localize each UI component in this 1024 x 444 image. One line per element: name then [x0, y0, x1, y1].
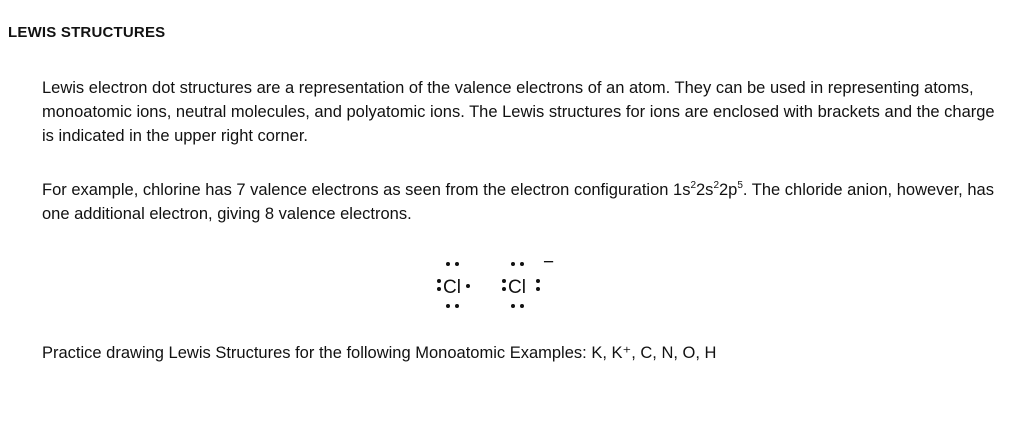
- ion-dot-top-2: [520, 262, 524, 266]
- ion-dot-right-1: [536, 279, 540, 283]
- atom-dot-left-2: [437, 287, 441, 291]
- lewis-diagram-svg: [420, 248, 580, 318]
- example-paragraph: [42, 178, 1002, 226]
- atom-dot-top-2: [455, 262, 459, 266]
- config-s-label: s: [682, 181, 691, 199]
- chloride-ion: [502, 252, 554, 308]
- example-text-after: . The chloride anion, however, has one additional electron, giving 8 valence electrons.: [42, 181, 994, 223]
- ion-dot-left-1: [502, 279, 506, 283]
- atom-dot-right: [466, 284, 470, 288]
- lewis-diagram: [420, 248, 580, 318]
- example-text-before: For example, chlorine has 7 valence electrons as seen from the electron configuration 1: [42, 181, 683, 199]
- ion-dot-bottom-2: [520, 304, 524, 308]
- atom-dot-left-1: [437, 279, 441, 283]
- ion-dot-left-2: [502, 287, 506, 291]
- ion-dot-top-1: [511, 262, 515, 266]
- config-exponent-1: 2: [690, 180, 696, 191]
- ion-symbol: Cl: [508, 277, 526, 298]
- page-heading: LEWIS STRUCTURES: [8, 24, 166, 41]
- atom-dot-bottom-1: [446, 304, 450, 308]
- config-exponent-3: 5: [737, 180, 743, 191]
- config-2p: 2p: [719, 181, 738, 199]
- practice-paragraph: Practice drawing Lewis Structures for the following Monoatomic Examples: K, K⁺, C, N, O, H: [42, 344, 717, 362]
- ion-dot-right-2: [536, 287, 540, 291]
- atom-symbol: Cl: [443, 277, 461, 298]
- ion-charge: −: [543, 252, 555, 273]
- intro-paragraph: Lewis electron dot structures are a representation of the valence electrons of an atom. They can be used in representing atoms, monoatomic ions, neutral molecules, and polyatomic ions. The Lewis structures for ions are enclosed with brackets and the charge is indicated in the upper right corner.: [42, 79, 995, 145]
- ion-dot-bottom-1: [511, 304, 515, 308]
- atom-dot-top-1: [446, 262, 450, 266]
- chlorine-atom: [437, 262, 470, 308]
- config-exponent-2: 2: [713, 180, 719, 191]
- config-2s: 2s: [696, 181, 714, 199]
- atom-dot-bottom-2: [455, 304, 459, 308]
